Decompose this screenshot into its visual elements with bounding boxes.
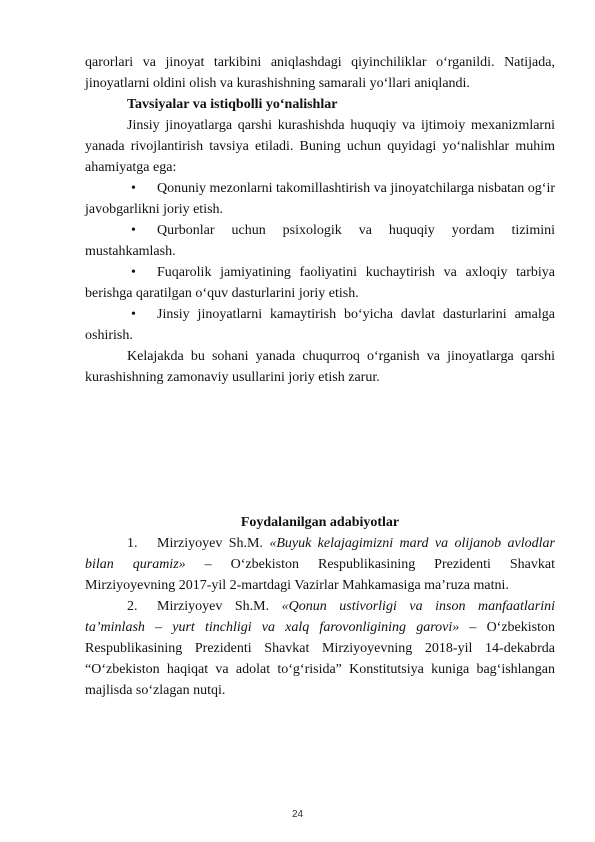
intro-paragraph: qarorlari va jinoyat tarkibini aniqlashdagi qiyinchiliklar o‘rganildi. Natijada, jinoyatlarni oldini olish va kurashishning samarali yo‘llari aniqlandi. [85,55,555,91]
reference-text [85,533,555,596]
reference-title: «Qonun ustivorligi va inson manfaatlarini ta’minlash – yurt tinchligi va xalq farovonligining garovi» [85,599,555,635]
bullet-item [85,220,555,262]
bullet-item [85,262,555,304]
reference-number: 2. [127,599,138,614]
bullet-text: Jinsiy jinoyatlarni kamaytirish bo‘yicha davlat dasturlarini amalga oshirish. [85,307,555,343]
reference-details: – O‘zbekiston Respublikasining Prezidenti Shavkat Mirziyoyevning 2018-yil 14-dekabrda “O‘zbekiston haqiqat va adolat to‘g‘risida” Konstitutsiya kuniga bag‘ishlangan majlisda so‘zlagan nutqi. [85,620,555,698]
bullet-item [85,304,555,346]
section-paragraph: Jinsiy jinoyatlarga qarshi kurashishda huquqiy va ijtimoiy mexanizmlarni yanada rivojlantirish tavsiya etiladi. Buning uchun quyidagi yo‘nalishlar muhim ahamiyatga ega: [85,118,555,175]
bullet-icon: • [131,307,136,322]
section-heading: Tavsiyalar va istiqbolli yo‘nalishlar [127,97,338,112]
references-title: Foydalanilgan adabiyotlar [240,515,400,530]
bullet-text: Fuqarolik jamiyatining faoliyatini kuchaytirish va axloqiy tarbiya berishga qaratilgan o‘quv dasturlarini joriy etish. [85,265,555,301]
reference-details: – O‘zbekiston Respublikasining Prezidenti Shavkat Mirziyoyevning 2017-yil 2-martdagi Vazirlar Mahkamasiga ma’ruza matni. [85,557,555,593]
reference-author: Mirziyoyev Sh.M. [157,599,282,614]
bullet-icon: • [131,265,136,280]
bullet-text: Qonuniy mezonlarni takomillashtirish va jinoyatchilarga nisbatan og‘ir javobgarlikni joriy etish. [85,181,555,217]
reference-item [85,533,555,596]
bullet-icon: • [131,223,136,238]
page-number: 24 [291,809,304,820]
reference-number: 1. [127,536,138,551]
reference-title: «Buyuk kelajagimizni mard va olijanob avlodlar bilan quramiz» [85,536,555,572]
bullet-text: Qurbonlar uchun psixologik va huquqiy yordam tizimini mustahkamlash. [85,223,555,259]
reference-text [85,596,555,701]
reference-item [85,596,555,701]
bullet-item [85,178,555,220]
closing-paragraph: Kelajakda bu sohani yanada chuqurroq o‘rganish va jinoyatlarga qarshi kurashishning zamonaviy usullarini joriy etish zarur. [85,349,555,385]
reference-author: Mirziyoyev Sh.M. [157,536,270,551]
bullet-icon: • [131,181,136,196]
document-page [85,52,555,701]
